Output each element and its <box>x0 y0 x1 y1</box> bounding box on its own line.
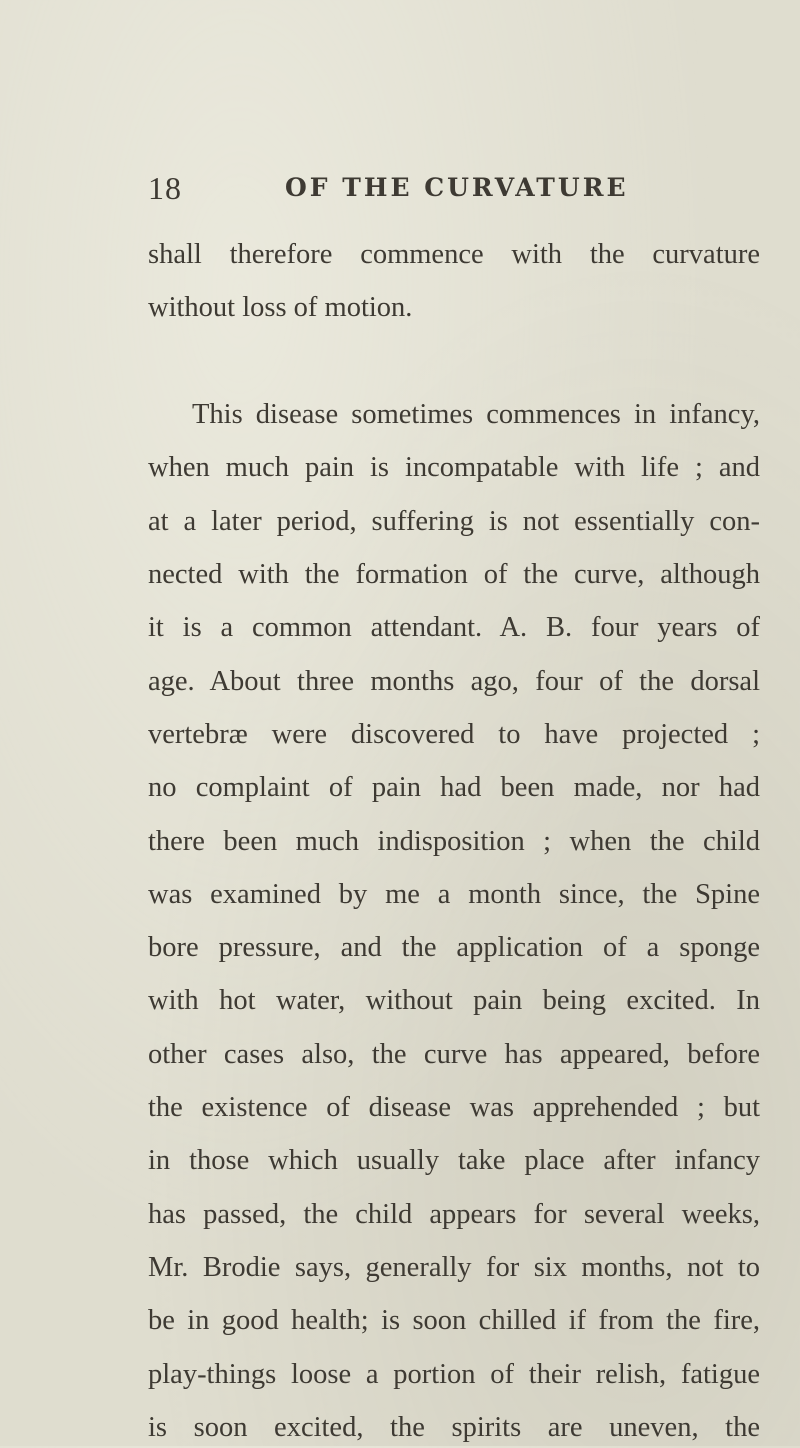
text-line: at a later period, suffering is not essentially con- <box>148 506 760 537</box>
text-line: it is a common attendant. A. B. four years of <box>148 612 760 643</box>
text-line: bore pressure, and the application of a sponge <box>148 932 760 963</box>
text-line: in those which usually take place after infancy <box>148 1145 760 1176</box>
text-line: no complaint of pain had been made, nor had <box>148 772 760 803</box>
text-line: age. About three months ago, four of the dorsal <box>148 666 760 697</box>
text-line: nected with the formation of the curve, although <box>148 559 760 590</box>
running-head: OF THE CURVATURE <box>285 173 629 202</box>
text-line: shall therefore commence with the curvature <box>148 239 760 270</box>
text-line: other cases also, the curve has appeared, before <box>148 1039 760 1070</box>
text-line: the existence of disease was apprehended ; but <box>148 1092 760 1123</box>
text-line: Mr. Brodie says, generally for six months, not to <box>148 1252 760 1283</box>
text-line: This disease sometimes commences in infancy, <box>192 399 760 430</box>
text-line: was examined by me a month since, the Spine <box>148 879 760 910</box>
text-line: play-things loose a portion of their relish, fatigue <box>148 1359 760 1390</box>
text-line: with hot water, without pain being excited. In <box>148 985 760 1016</box>
text-line: without loss of motion. <box>148 292 413 323</box>
page-number: 18 <box>148 170 182 206</box>
text-line: be in good health; is soon chilled if from the fire, <box>148 1305 760 1336</box>
text-line: there been much indisposition ; when the child <box>148 826 760 857</box>
page-header <box>148 168 758 208</box>
text-line: has passed, the child appears for several weeks, <box>148 1199 760 1230</box>
text-line: is soon excited, the spirits are uneven, the <box>148 1412 760 1443</box>
text-line: when much pain is incompatable with life ; and <box>148 452 760 483</box>
text-line: vertebræ were discovered to have projected ; <box>148 719 760 750</box>
